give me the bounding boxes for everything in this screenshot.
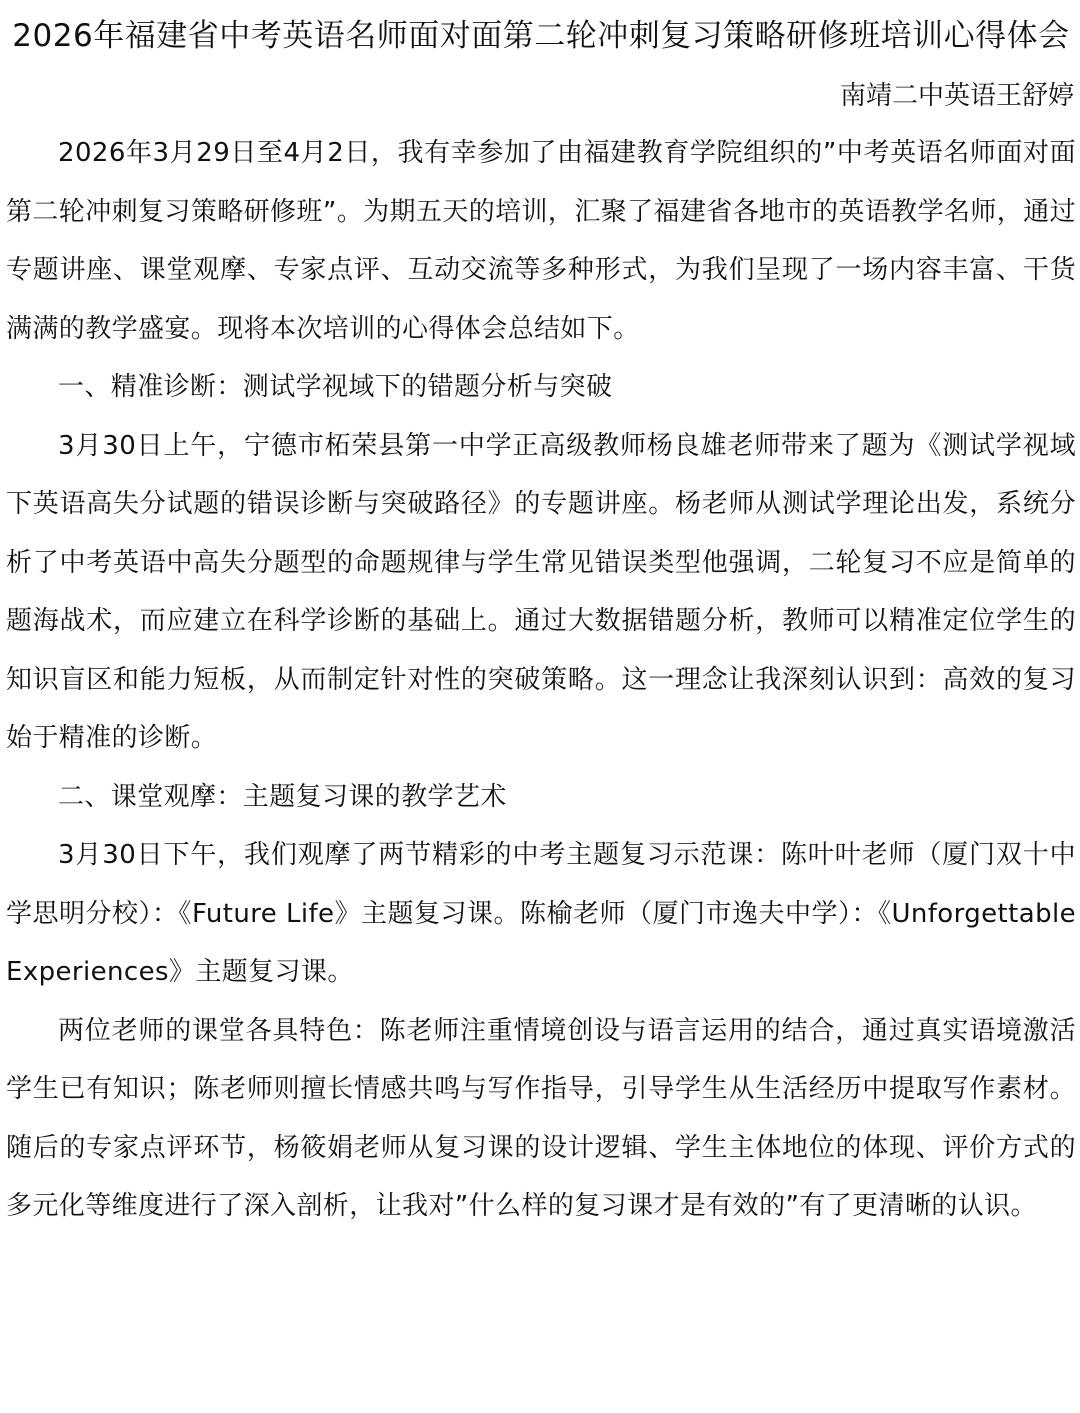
section-heading-2: 二、课堂观摩：主题复习课的教学艺术 [58, 781, 507, 812]
intro-paragraph: 2026年3月29日至4月2日，我有幸参加了由福建教育学院组织的”中考英语名师面对面第二轮冲刺复习策略研修班”。为期五天的培训，汇聚了福建省各地市的英语教学名师，通过专题讲座、课堂观摩、专家点评、互动交流等多种形式，为我们呈现了一场内容丰富、干货满满的教学盛宴。现将本次培训的心得体会总结如下。 [6, 138, 1076, 344]
section-1-paragraph: 3月30日上午，宁德市柘荣县第一中学正高级教师杨良雄老师带来了题为《测试学视域下英语高失分试题的错误诊断与突破路径》的专题讲座。杨老师从测试学理论出发，系统分析了中考英语中高失分题型的命题规律与学生常见错误类型他强调，二轮复习不应是简单的题海战术，而应建立在科学诊断的基础上。通过大数据错题分析，教师可以精准定位学生的知识盲区和能力短板，从而制定针对性的突破策略。这一理念让我深刻认识到：高效的复习始于精准的诊断。 [6, 430, 1076, 753]
section-heading-1: 一、精准诊断：测试学视域下的错题分析与突破 [58, 372, 613, 402]
section-2-paragraph-2: 两位老师的课堂各具特色：陈老师注重情境创设与语言运用的结合，通过真实语境激活学生已有知识；陈老师则擅长情感共鸣与写作指导，引导学生从生活经历中提取写作素材。随后的专家点评环节，杨筱娟老师从复习课的设计逻辑、学生主体地位的体现、评价方式的多元化等维度进行了深入剖析，让我对”什么样的复习课才是有效的”有了更清晰的认识。 [6, 1015, 1076, 1221]
section-2-paragraph-1: 3月30日下午，我们观摩了两节精彩的中考主题复习示范课：陈叶叶老师（厦门双十中学思明分校）：《Future Life》主题复习课。陈榆老师（厦门市逸夫中学）：《Unforgettable Experiences》主题复习课。 [6, 840, 1076, 987]
author-line: 南靖二中英语王舒婷 [839, 81, 1074, 111]
document-title: 2026年福建省中考英语名师面对面第二轮冲刺复习策略研修班培训心得体会 [12, 18, 1070, 54]
